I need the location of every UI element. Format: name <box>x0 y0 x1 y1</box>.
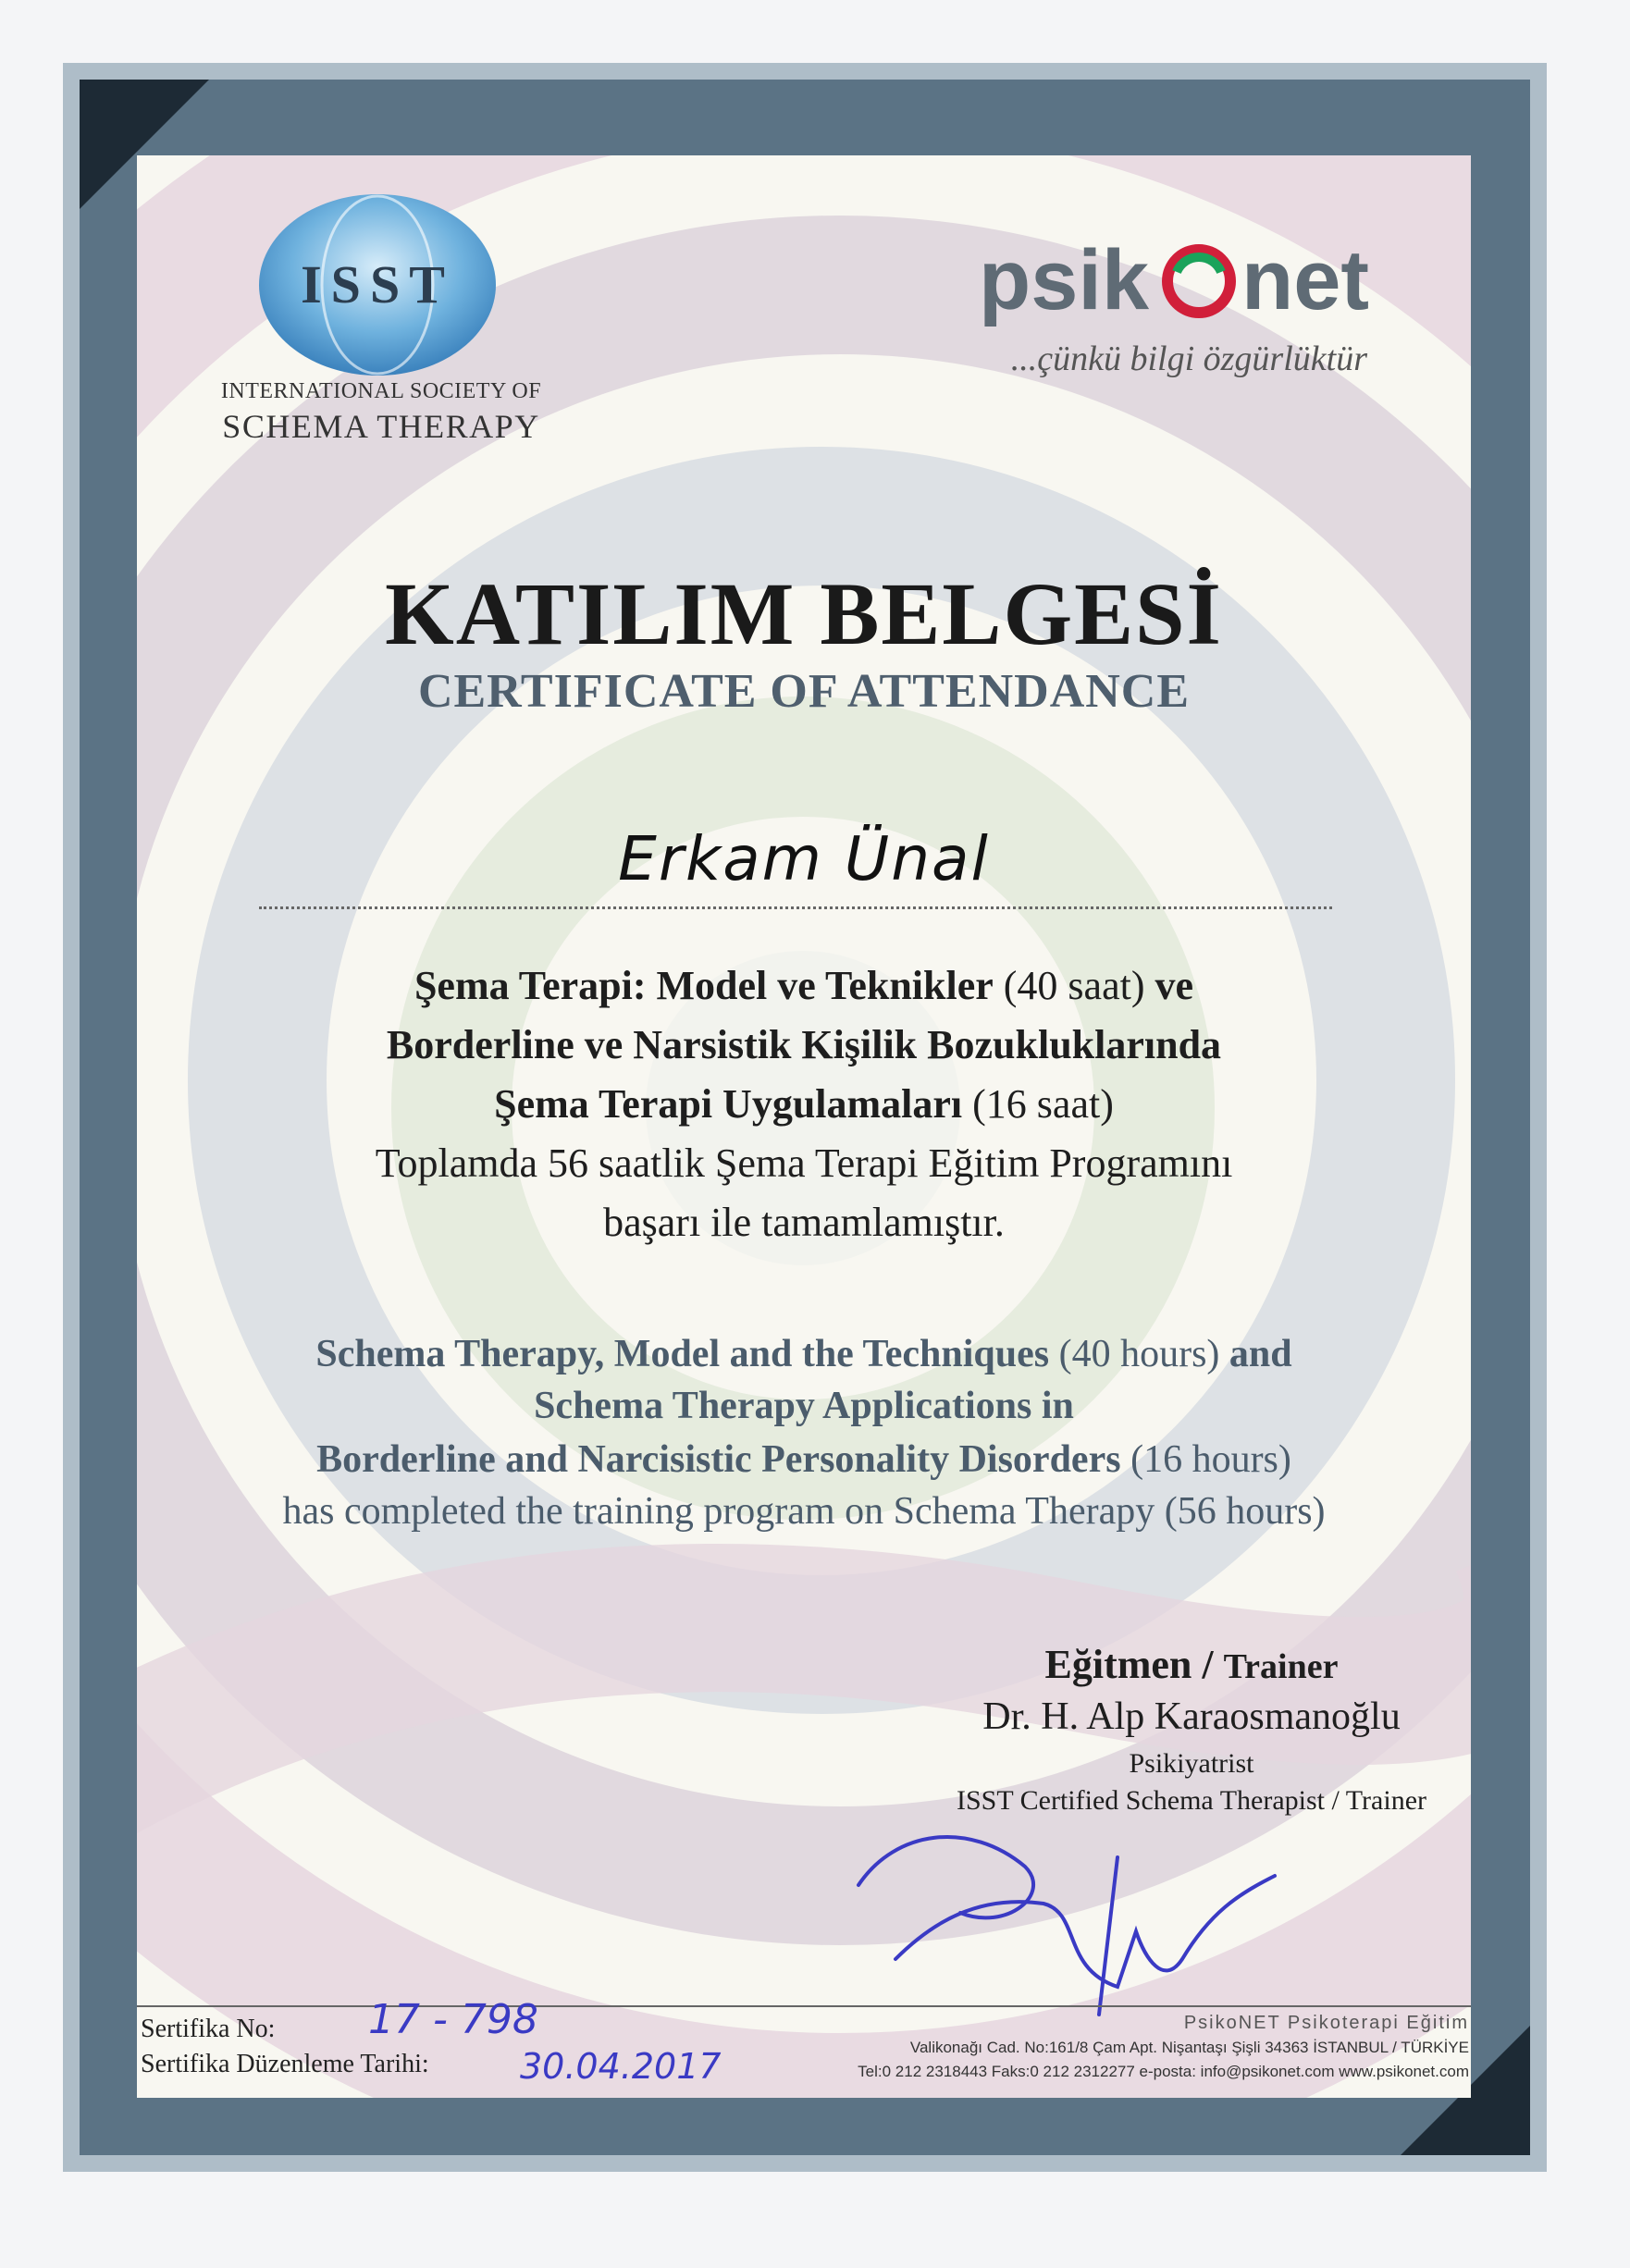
psikonet-wordmark <box>979 235 1404 327</box>
en-course2-hours: (16 hours) <box>1130 1438 1291 1481</box>
footer-org: PsikoNET Psikoterapi Eğitim <box>1183 2013 1469 2033</box>
trainer-title-2: ISST Certified Schema Therapist / Trainer <box>957 1785 1426 1816</box>
en-course1-hours: (40 hours) <box>1058 1333 1220 1375</box>
trainer-name: Dr. H. Alp Karaosmanoğlu <box>982 1695 1401 1738</box>
tr-course2-hours: (16 saat) <box>972 1081 1114 1127</box>
tr-and: ve <box>1155 963 1194 1008</box>
en-line-2: Schema Therapy Applications in <box>534 1385 1074 1427</box>
certificate-paper <box>137 155 1471 2098</box>
tr-course1: Şema Terapi: Model ve Teknikler <box>414 963 994 1008</box>
en-line-4: has completed the training program on Schema Therapy (56 hours) <box>282 1490 1326 1533</box>
en-line-3 <box>137 1437 1471 1482</box>
en-line-1 <box>137 1332 1471 1376</box>
cert-date-label: Sertifika Düzenleme Tarihi: <box>141 2050 429 2078</box>
tr-line-3 <box>137 1080 1471 1128</box>
cert-date-value: 30.04.2017 <box>520 2046 722 2087</box>
psikonet-post: net <box>1241 235 1369 327</box>
psikonet-logo <box>979 235 1404 327</box>
trainer-signature <box>840 1820 1321 2024</box>
en-course2: Borderline and Narcisistic Personality Disorders <box>316 1438 1121 1481</box>
tr-course1-hours: (40 saat) <box>1003 963 1145 1008</box>
isst-acronym: ISST <box>301 254 454 314</box>
psikonet-pre: psik <box>979 235 1150 327</box>
tr-line-4: Toplamda 56 saatlik Şema Terapi Eğitim Programını <box>375 1140 1233 1186</box>
trainer-heading <box>784 1641 1471 1688</box>
en-and: and <box>1229 1333 1292 1375</box>
en-course1: Schema Therapy, Model and the Techniques <box>315 1333 1050 1375</box>
trainer-heading-en: Trainer <box>1223 1647 1339 1686</box>
tr-course2: Şema Terapi Uygulamaları <box>494 1081 963 1127</box>
isst-logo <box>257 192 498 377</box>
isst-name-line1: INTERNATIONAL SOCIETY OF <box>220 379 542 403</box>
certificate-title: KATILIM BELGESİ <box>385 564 1223 663</box>
cert-no-label: Sertifika No: <box>141 2015 276 2043</box>
footer-address: Valikonağı Cad. No:161/8 Çam Apt. Nişantaşı Şişli 34363 İSTANBUL / TÜRKİYE <box>909 2039 1469 2056</box>
recipient-name: Erkam Ünal <box>618 823 990 894</box>
certificate-subtitle: CERTIFICATE OF ATTENDANCE <box>417 665 1191 718</box>
name-dotted-line <box>259 906 1332 909</box>
trainer-heading-tr: Eğitmen <box>1044 1642 1192 1687</box>
tr-line-2: Borderline ve Narsistik Kişilik Bozukluklarında <box>386 1022 1222 1067</box>
psikonet-o-icon <box>1167 250 1230 313</box>
footer-rule <box>137 2005 1471 2007</box>
tr-line-5: başarı ile tamamlamıştır. <box>603 1200 1005 1245</box>
cert-no-value: 17 - 798 <box>368 1996 538 2043</box>
trainer-heading-sep: / <box>1192 1642 1224 1687</box>
psikonet-tagline: ...çünkü bilgi özgürlüktür <box>1010 339 1367 378</box>
tr-line-1 <box>137 962 1471 1009</box>
footer-contact: Tel:0 212 2318443 Faks:0 212 2312277 e-posta: info@psikonet.com www.psikonet.com <box>858 2063 1469 2080</box>
trainer-title-1: Psikiyatrist <box>1129 1748 1254 1779</box>
isst-name-line2: SCHEMA THERAPY <box>222 408 540 445</box>
